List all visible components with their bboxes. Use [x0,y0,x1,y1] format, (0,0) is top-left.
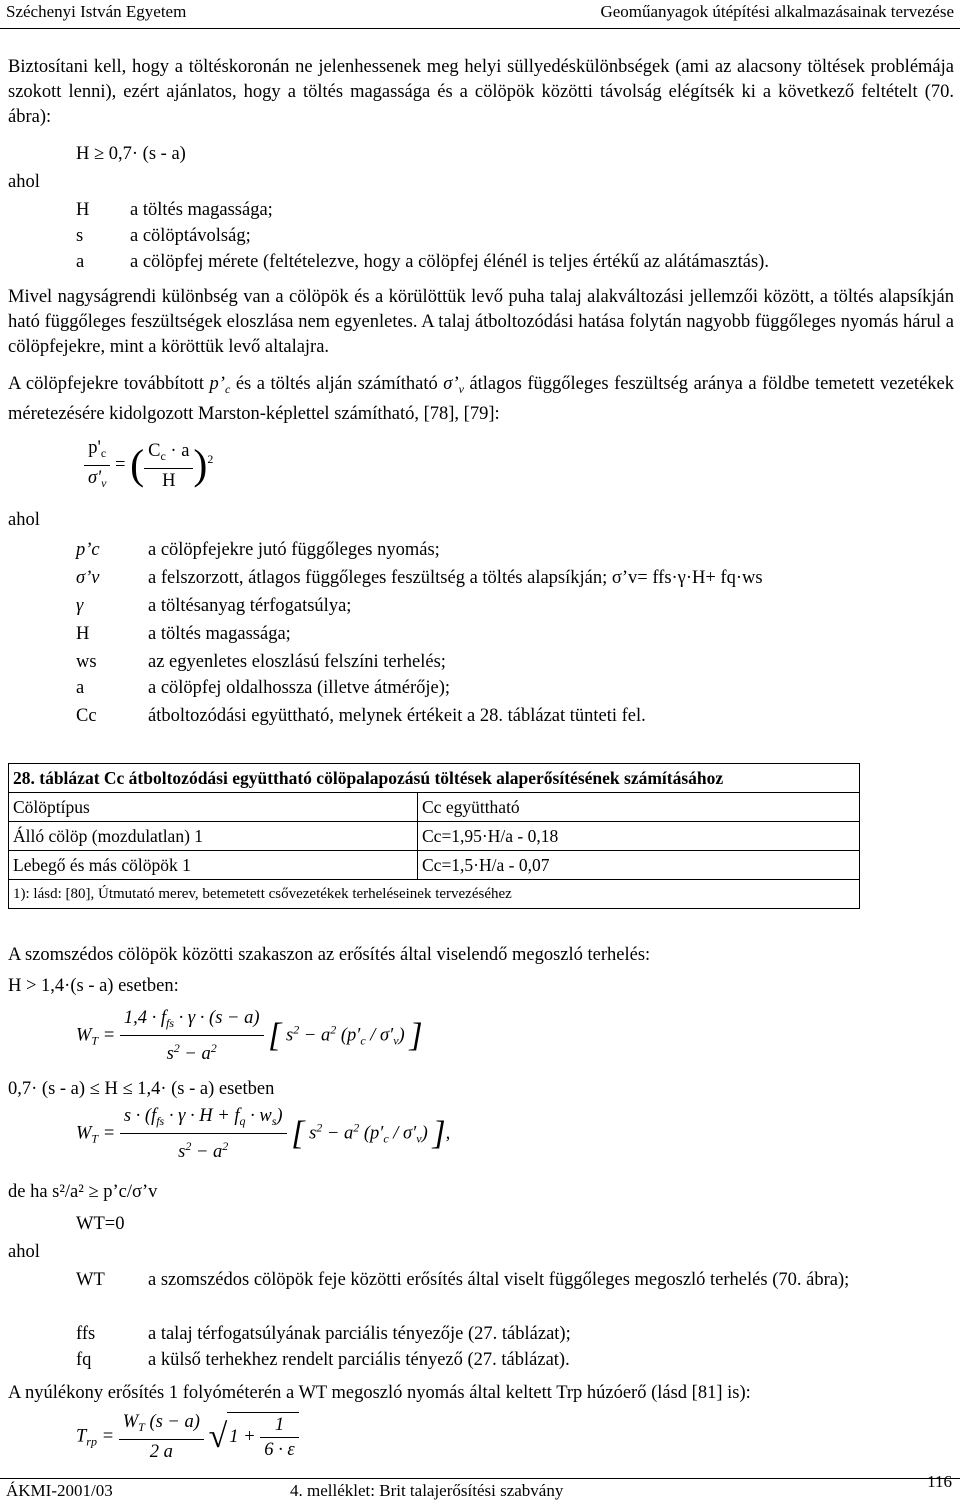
marston-formula: $\frac{p'_c}{\sigma'_v}$ = ( $\frac{C_c \cdot a}{H}$ )$^2$ [84,436,213,495]
case-1-label: H > 1,4·(s - a) esetben: [8,976,179,996]
footer-rule [0,1478,960,1479]
case-2-label: 0,7· (s - a) ≤ H ≤ 1,4· (s - a) esetben [8,1079,275,1099]
p3-part-a: A cölöpfejekre továbbított [8,374,210,394]
def1-text-0: a töltés magassága; [130,200,273,220]
def3-text-1: a talaj térfogatsúlyának parciális tényezője (27. táblázat); [148,1324,571,1344]
def2-sym-0: p’c [76,540,100,560]
def1-text-2: a cölöpfej mérete (feltételezve, hogy a cölöpfej élénél is teljes értékű az alátámasztás). [130,252,769,272]
def2-text-0: a cölöpfejekre jutó függőleges nyomás; [148,540,440,560]
def2-sym-5: a [76,678,85,698]
table-row [9,822,860,851]
footer-left: ÁKMI-2001/03 [6,1481,113,1500]
def3-text-0: a szomszédos cölöpök feje közötti erősítés által viselt függőleges megoszló terhelés (70. ábra); [148,1270,850,1290]
table-cell: Álló cölöp (mozdulatlan) 1 [9,822,418,851]
def2-text-5: a cölöpfej oldalhossza (illetve átmérője); [148,678,451,698]
def1-sym-2: a [76,252,85,272]
def2-text-1: a felszorzott, átlagos függőleges feszültség a töltés alapsíkján; σ’v= ffs·γ·H+ fq·ws [148,568,763,588]
def3-sym-1: ffs [76,1324,96,1344]
table-cell: Lebegő és más cölöpök 1 [9,851,418,880]
paragraph-3 [8,372,954,427]
wt-zero: WT=0 [76,1214,125,1234]
header-right: Geoműanyagok útépítési alkalmazásainak tervezése [600,2,954,21]
ahol-label-3: ahol [8,1242,40,1262]
def2-sym-2: γ [76,596,84,616]
def2-sym-6: Cc [76,706,97,726]
paragraph-2: Mivel nagyságrendi különbség van a cölöpök és a körülöttük levő puha talaj alakváltozási jellemzői között, a töltés alapsíkján ható függőleges feszültségek eloszlása nem egyenletes. A talaj átboltozódási hatása folytán nagyobb függőleges nyomás hárul a cölöpfejekre, mint a köröttük levő altalajra. [8,287,954,357]
table-header-type: Cölöptípus [9,793,418,822]
def2-text-3: a töltés magassága; [148,624,291,644]
sigma-v-symbol: $\sigma’_v$ [443,374,464,396]
table-caption: 28. táblázat Cc átboltozódási együttható cölöpalapozású töltések alaperősítésének számításához [9,764,860,793]
page-number: 116 [927,1472,952,1491]
formula-1: H ≥ 0,7· (s - a) [76,144,186,164]
table-header-cc: Cc együttható [418,793,860,822]
table-cell: Cc=1,5·H/a - 0,07 [418,851,860,880]
footer-center: 4. melléklet: Brit talajerősítési szabvány [290,1481,564,1500]
def3-sym-2: fq [76,1350,92,1370]
cc-table [8,763,860,909]
paragraph-4: A szomszédos cölöpök közötti szakaszon az erősítés által viselendő megoszló terhelés: [8,945,651,965]
def1-sym-0: H [76,200,90,220]
p3-part-c: átlagos függőleges feszültség aránya a földbe temetett vezetékek méretezésére kidolgozott Marston-képlettel számítható, [78], [79]: [8,374,954,424]
table-note: 1): lásd: [80], Útmutató merev, betemetett csővezetékek terheléseinek tervezéséhez [9,880,860,909]
paragraph-5: A nyúlékony erősítés 1 folyóméterén a WT megoszló nyomás által keltett Trp húzóerő (lásd [81] is): [8,1383,751,1403]
def2-sym-3: H [76,624,90,644]
paragraph-1: Biztosítani kell, hogy a töltéskoronán ne jelenhessenek meg helyi süllyedéskülönbségek (ami az alacsony töltések problémája szokott lenni), ezért ajánlatos, hogy a töltés magassága és a cölöpök közötti távolság elégítsék ki a következő feltételt (70. ábra): [8,57,954,127]
ahol-label-1: ahol [8,172,40,192]
def2-text-4: az egyenletes eloszlású felszíni terhelés; [148,652,446,672]
table-row [9,851,860,880]
def2-sym-4: ws [76,652,97,672]
header-rule [0,28,960,29]
p-c-symbol: $p’_c$ [209,374,231,396]
def1-text-1: a cölöptávolság; [130,226,251,246]
def2-text-6: átboltozódási együttható, melynek értékeit a 28. táblázat tünteti fel. [148,706,646,726]
def3-text-2: a külső terhekhez rendelt parciális tényező (27. táblázat). [148,1350,570,1370]
page-header [0,0,960,30]
header-left: Széchenyi István Egyetem [6,2,187,21]
wt-formula-1: $W_T$ = $\frac{1,4 \cdot f_{fs} \cdot \gamma \cdot (s - a)}{s^2 - a^2}$ [ $s^2 - a^2$ $(p'_c / \sigma'_v)$ ] [76,1008,423,1064]
trp-formula: $T_{rp}$ = $\frac{W_T (s - a)}{2 a}$ √ 1 + $\frac{1}{6 \cdot \varepsilon}$ [76,1410,299,1464]
wt-formula-2: $W_T$ = $\frac{s \cdot (f_{fs} \cdot \gamma \cdot H + f_q \cdot w_s)}{s^2 - a^2}$ [ $s^2 - a^2$ $(p'_c / \sigma'_v)$ ], [76,1106,451,1162]
def3-sym-0: WT [76,1270,105,1290]
def1-sym-1: s [76,226,84,246]
case-3-label: de ha s²/a² ≥ p’c/σ’v [8,1182,158,1202]
def2-sym-1: σ’v [76,568,100,588]
def2-text-2: a töltésanyag térfogatsúlya; [148,596,352,616]
ahol-label-2: ahol [8,510,40,530]
p3-part-b: és a töltés alján számítható [230,374,444,394]
table-cell: Cc=1,95·H/a - 0,18 [418,822,860,851]
